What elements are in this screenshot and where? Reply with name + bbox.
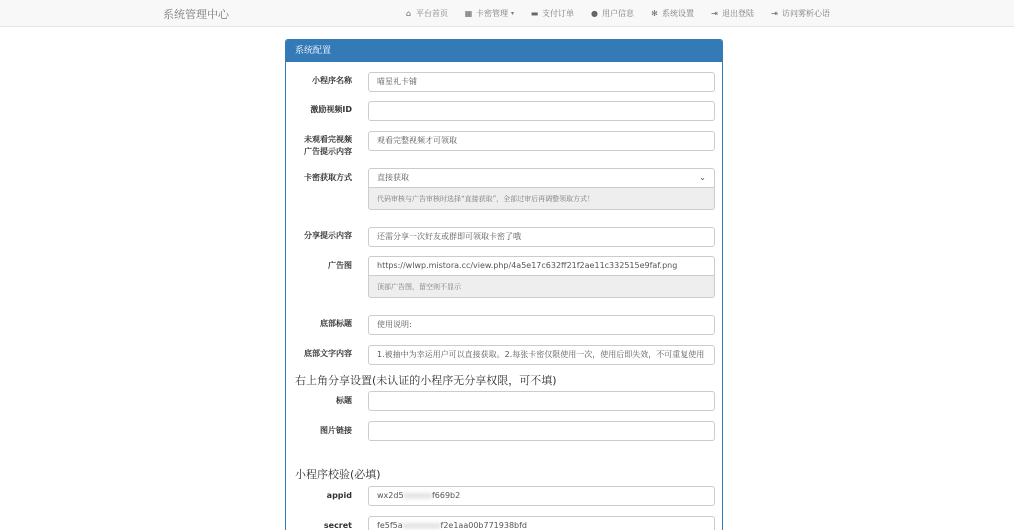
- nav-item-user-info[interactable]: [590, 8, 634, 19]
- ad-image-label: 广告图: [328, 261, 352, 270]
- panel-title: 系统配置: [286, 40, 722, 62]
- share-image-link-label: 图片链接: [320, 426, 352, 435]
- appid-input[interactable]: [368, 486, 715, 506]
- card-icon: ▬: [530, 9, 539, 18]
- secret-input[interactable]: [368, 516, 715, 530]
- card-method-select[interactable]: [368, 168, 715, 188]
- nav-item-settings[interactable]: [650, 8, 694, 19]
- nav-item-logout[interactable]: [710, 8, 754, 19]
- share-section-heading: 右上角分享设置(未认证的小程序无分享权限，可不填): [295, 374, 557, 387]
- nav-item-orders[interactable]: [530, 8, 574, 19]
- nav-item-label: 退出登陆: [722, 9, 755, 18]
- footer-title-label: 底部标题: [320, 319, 352, 328]
- nav-item-home[interactable]: [404, 8, 448, 19]
- nav-item-label: 系统设置: [662, 9, 695, 18]
- secret-label: secret: [323, 521, 352, 530]
- secret-value-blurred: xxxxxxxx: [402, 521, 441, 530]
- unwatched-tip-label-line2: 广告提示内容: [304, 147, 352, 156]
- card-method-selected: 直接获取: [377, 173, 409, 182]
- secret-value-start: fe5f5a: [377, 521, 403, 530]
- nav-item-label: 卡密管理: [476, 9, 508, 18]
- home-icon: ⌂: [405, 9, 412, 18]
- brand-title[interactable]: 系统管理中心: [163, 8, 229, 21]
- nav-menu: [404, 0, 830, 27]
- appid-label: appid: [326, 491, 352, 500]
- card-method-label: 卡密获取方式: [304, 173, 352, 182]
- reward-video-id-input[interactable]: [368, 101, 715, 121]
- user-icon: ●: [591, 9, 598, 18]
- ad-image-input[interactable]: https://wlwp.mistora.cc/view.php/4a5e17c632ff21f2ae11c332515e9faf.png: [368, 256, 715, 276]
- top-navbar: [0, 0, 1014, 27]
- share-title-input[interactable]: [368, 391, 715, 411]
- unwatched-tip-input[interactable]: 观看完整视频才可领取: [368, 131, 715, 151]
- share-image-link-input[interactable]: [368, 421, 715, 441]
- gear-icon: ✻: [651, 9, 658, 18]
- grid-icon: ▦: [464, 9, 473, 18]
- app-name-input[interactable]: 喵星礼卡铺: [368, 72, 715, 92]
- appid-value-blurred: xxxxxx: [403, 491, 432, 500]
- external-icon: ⇥: [771, 9, 778, 18]
- nav-item-label: 平台首页: [416, 9, 448, 18]
- share-tip-input[interactable]: 还需分享一次好友或群即可领取卡密了哦: [368, 227, 715, 247]
- secret-value-end: f2e1aa00b771938bfd: [440, 521, 528, 530]
- nav-item-visit-site[interactable]: [770, 8, 830, 19]
- ad-image-help: 顶部广告图，留空则不显示: [368, 276, 715, 298]
- footer-text-input[interactable]: 1.被抽中为幸运用户可以直接获取。2.每张卡密仅限使用一次，使用后即失效，不可重复使用: [368, 345, 715, 365]
- verify-section-heading: 小程序校验(必填): [295, 468, 381, 481]
- card-method-help: 代码审核与广告审核时选择“直接获取”，全部过审后再调整领取方式！: [368, 188, 715, 210]
- chevron-down-icon: ⌄: [699, 173, 706, 182]
- share-title-label: 标题: [336, 396, 352, 405]
- reward-video-id-label: 激励视频ID: [310, 105, 352, 114]
- config-panel: [285, 39, 723, 530]
- nav-item-label: 访问雾析心语: [782, 9, 831, 18]
- appid-value-end: f669b2: [431, 491, 461, 500]
- footer-title-input[interactable]: 使用说明:: [368, 315, 715, 335]
- unwatched-tip-label-line1: 未观看完视频: [304, 135, 352, 144]
- logout-icon: ⇥: [711, 9, 718, 18]
- footer-text-label: 底部文字内容: [304, 349, 352, 358]
- appid-value-start: wx2d5: [377, 491, 404, 500]
- caret-down-icon: ▾: [511, 10, 515, 17]
- nav-item-label: 用户信息: [602, 9, 635, 18]
- nav-item-label: 支付订单: [542, 9, 575, 18]
- nav-item-card-management[interactable]: [464, 8, 514, 19]
- app-name-label: 小程序名称: [312, 76, 352, 85]
- share-tip-label: 分享提示内容: [304, 231, 352, 240]
